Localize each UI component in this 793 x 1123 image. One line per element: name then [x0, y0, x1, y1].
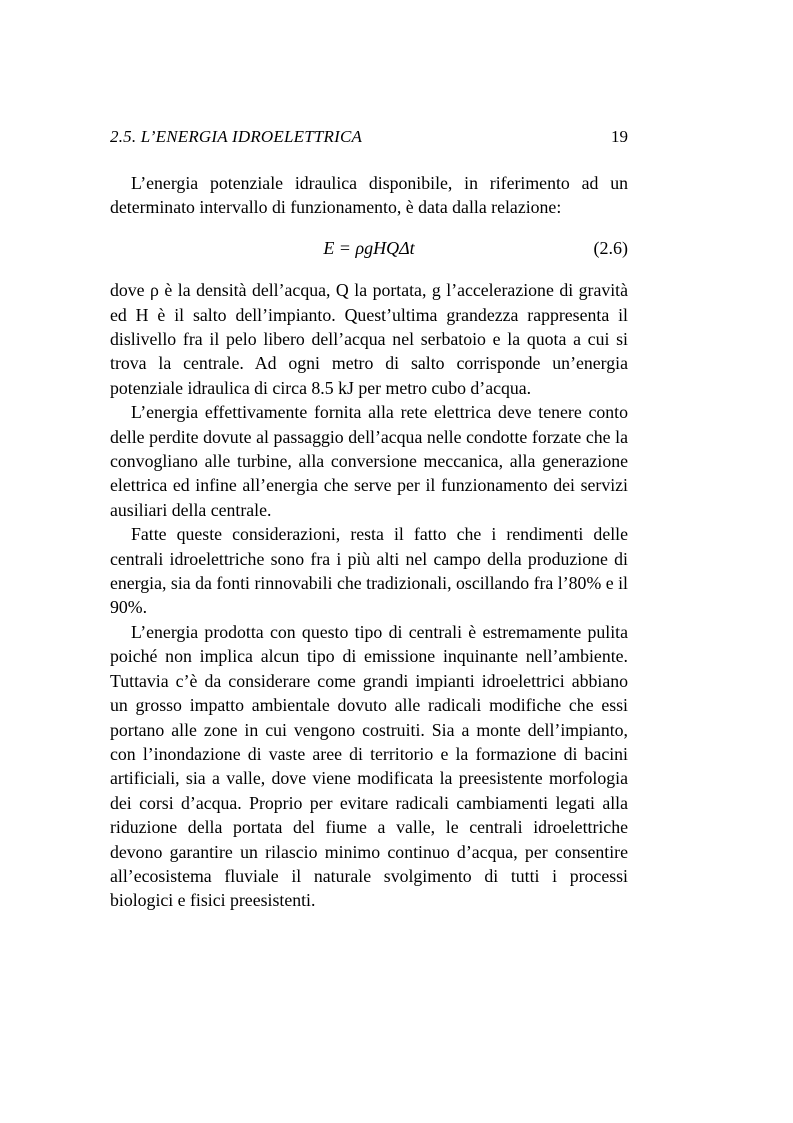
document-page: [110, 0, 628, 1123]
page-number: 19: [611, 127, 628, 146]
body-text: [110, 171, 628, 913]
running-header: [110, 127, 628, 151]
paragraph-environment: L’energia prodotta con questo tipo di centrali è estremamente pulita poiché non implica alcun tipo di emissione inquinante nell’ambiente. Tuttavia c’è da considerare come grandi impianti idroelettrici abbiano un grosso impatto ambientale dovuto alle radicali modifiche che essi portano alle zone in cui vengono costruiti. Sia a monte dell’impianto, con l’inondazione di vaste aree di territorio e la formazione di bacini artificiali, sia a valle, dove viene modificata la preesistente morfologia dei corsi d’acqua. Proprio per evitare radicali cambiamenti legati alla riduzione della portata del fiume a valle, le centrali idroelettriche devono garantire un rilascio minimo continuo d’acqua, per consentire all’ecosistema fluviale il naturale svolgimento di tutti i processi biologici e fisici preesistenti.: [110, 621, 628, 911]
paragraph-equation-explanation: dove ρ è la densità dell’acqua, Q la portata, g l’accelerazione di gravità ed H è il salto dell’impianto. Quest’ultima grandezza rappresenta il dislivello fra il pelo libero dell’acqua nel serbatoio e la quota a cui si trova la centrale. Ad ogni metro di salto corrisponde un’energia potenziale idraulica di circa 8.5 kJ per metro cubo d’acqua.: [110, 280, 628, 398]
section-title: 2.5. L’ENERGIA IDROELETTRICA: [110, 127, 363, 146]
equation-number: (2.6): [593, 237, 628, 258]
paragraph-intro: L’energia potenziale idraulica disponibile, in riferimento ad un determinato intervallo di funzionamento, è data dalla relazione:: [110, 173, 628, 218]
equation-formula: E = ρgHQΔt: [323, 237, 415, 258]
paragraph-efficiency: Fatte queste considerazioni, resta il fatto che i rendimenti delle centrali idroelettriche sono fra i più alti nel campo della produzione di energia, sia da fonti rinnovabili che tradizionali, oscillando fra l’80% e il 90%.: [110, 524, 628, 618]
paragraph-losses: L’energia effettivamente fornita alla rete elettrica deve tenere conto delle perdite dovute al passaggio dell’acqua nelle condotte forzate che la convogliano alle turbine, alla conversione meccanica, alla generazione elettrica ed infine all’energia che serve per il funzionamento dei servizi ausiliari della centrale.: [110, 402, 628, 520]
equation-2-6: [110, 236, 628, 260]
